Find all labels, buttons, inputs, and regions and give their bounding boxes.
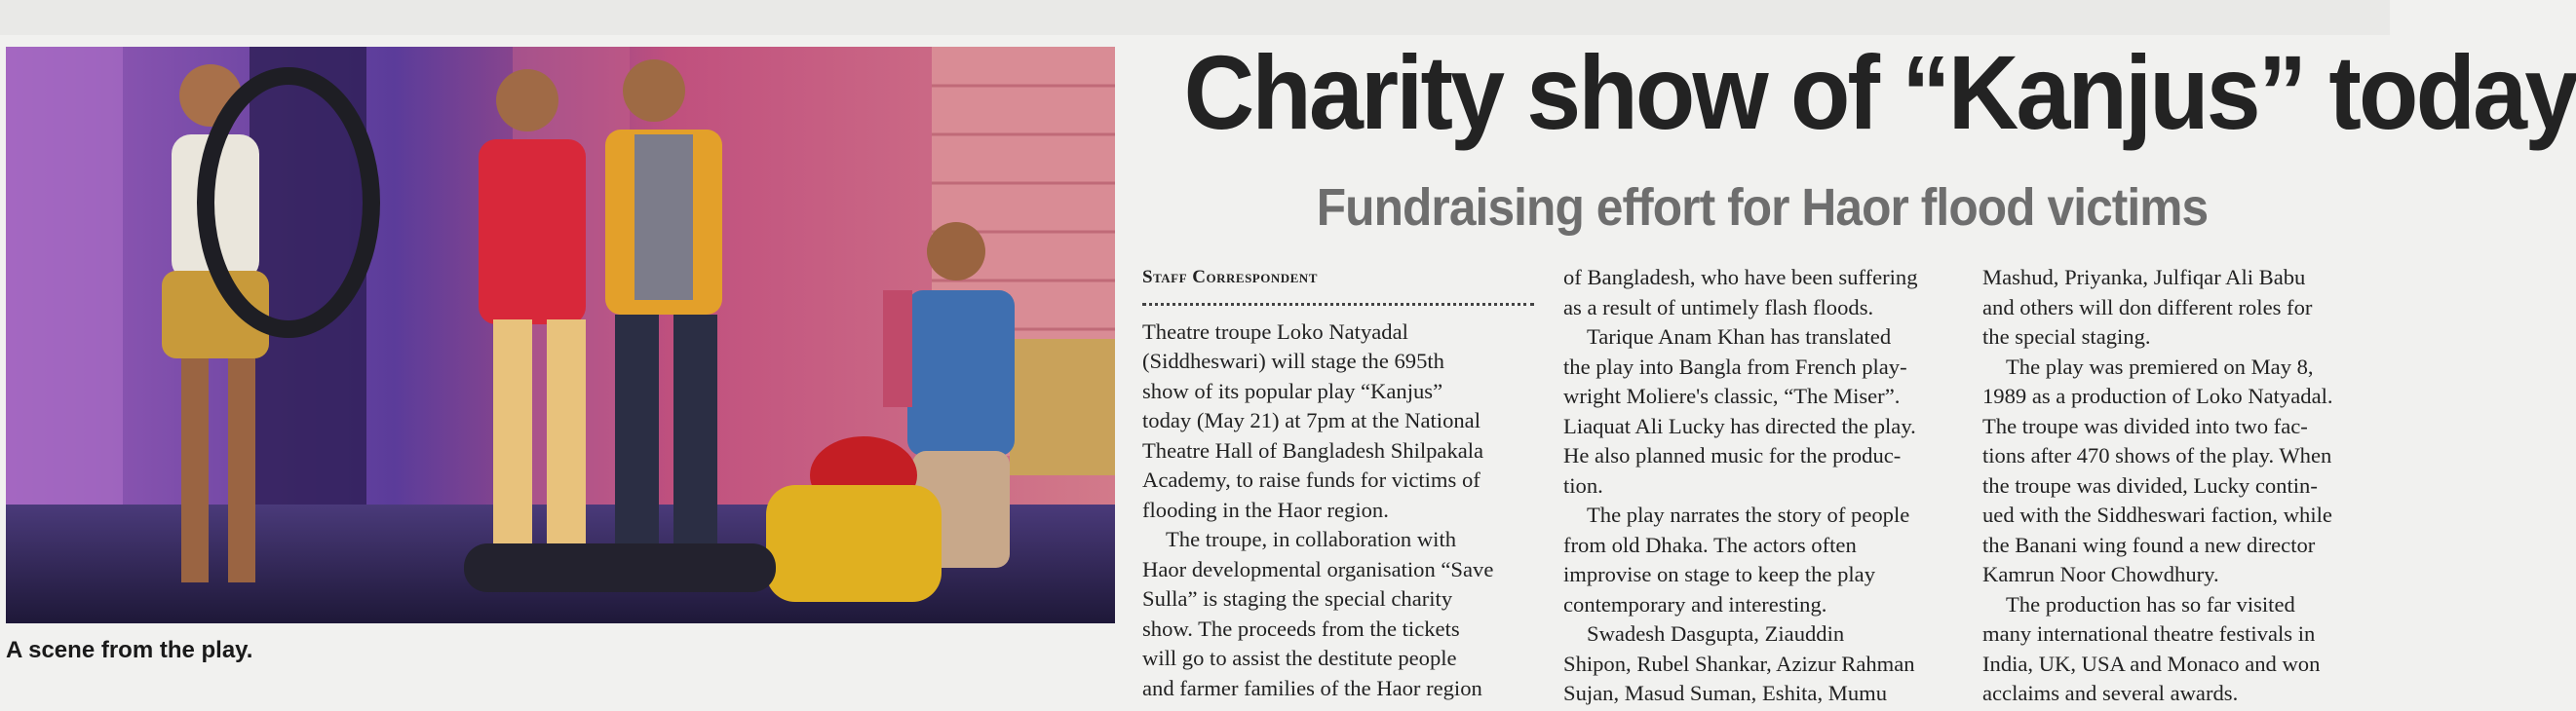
text-line: improvise on stage to keep the play — [1563, 562, 1875, 586]
text-line: Haor developmental organisation “Save — [1142, 556, 1494, 581]
text-line: The troupe, in collaboration with — [1166, 527, 1457, 551]
text-line: contemporary and interesting. — [1563, 591, 1827, 617]
text-line: and farmer families of the Haor region — [1142, 675, 1482, 700]
text-line: many international theatre festivals in — [1982, 621, 2316, 646]
text-line: Theatre Hall of Bangladesh Shilpakala — [1142, 437, 1484, 463]
text-line: He also planned music for the produc- — [1563, 443, 1902, 468]
text-line: The production has so far visited — [2006, 591, 2295, 617]
text-line: acclaims and several awards. — [1982, 681, 2239, 705]
text-line: Shipon, Rubel Shankar, Azizur Rahman — [1563, 651, 1915, 676]
text-line: Swadesh Dasgupta, Ziauddin — [1587, 621, 1845, 646]
article-column-1 — [1142, 263, 1532, 703]
text-line: ued with the Siddheswari faction, while — [1982, 503, 2332, 527]
headline: Charity show of “Kanjus” today — [1183, 33, 2576, 151]
text-line: show. The proceeds from the tickets — [1142, 616, 1460, 641]
text-line: the Banani wing found a new director — [1982, 532, 2316, 557]
text-line: Mashud, Priyanka, Julfiqar Ali Babu — [1982, 265, 2306, 289]
text-line: Sulla” is staging the special charity — [1142, 586, 1453, 611]
text-line: Liaquat Ali Lucky has directed the play. — [1563, 413, 1916, 438]
text-line: wright Moliere's classic, “The Miser”. — [1563, 384, 1901, 408]
article-column-3 — [1982, 263, 2372, 709]
text-line: Academy, to raise funds for victims of — [1142, 468, 1480, 492]
text-line: the play into Bangla from French play- — [1563, 354, 1907, 379]
subheadline: Fundraising effort for Haor flood victims — [1316, 178, 2209, 237]
text-line: the special staging. — [1982, 324, 2151, 349]
text-line: flooding in the Haor region. — [1142, 497, 1389, 522]
text-line: (Siddheswari) will stage the 695th — [1142, 349, 1444, 373]
text-line: Kamrun Noor Chowdhury. — [1982, 562, 2219, 586]
text-line: Sujan, Masud Suman, Eshita, Mumu — [1563, 681, 1888, 705]
text-line: from old Dhaka. The actors often — [1563, 532, 1857, 557]
article-column-2 — [1563, 263, 1953, 709]
text-line: The play was premiered on May 8, — [2006, 354, 2314, 379]
byline: Staff Correspondent — [1142, 267, 1318, 287]
stage-photo — [6, 47, 1115, 623]
text-line: show of its popular play “Kanjus” — [1142, 378, 1443, 403]
text-line: The troupe was divided into two fac- — [1982, 413, 2308, 438]
text-line: India, UK, USA and Monaco and won — [1982, 651, 2321, 676]
text-line: the troupe was divided, Lucky contin- — [1982, 472, 2318, 498]
text-line: tions after 470 shows of the play. When — [1982, 443, 2332, 468]
text-line: of Bangladesh, who have been suffering — [1563, 265, 1918, 289]
text-line: and others will don different roles for — [1982, 294, 2313, 319]
text-line: today (May 21) at 7pm at the National — [1142, 408, 1480, 432]
text-line: The play narrates the story of people — [1587, 503, 1910, 527]
text-line: 1989 as a production of Loko Natyadal. — [1982, 384, 2333, 408]
byline-divider — [1142, 303, 1534, 306]
text-line: as a result of untimely flash floods. — [1563, 294, 1874, 319]
text-line: Tarique Anam Khan has translated — [1587, 324, 1892, 349]
photo-caption: A scene from the play. — [6, 637, 253, 663]
text-line: Theatre troupe Loko Natyadal — [1142, 318, 1408, 344]
text-line: tion. — [1563, 472, 1603, 498]
text-line: will go to assist the destitute people — [1142, 646, 1457, 670]
